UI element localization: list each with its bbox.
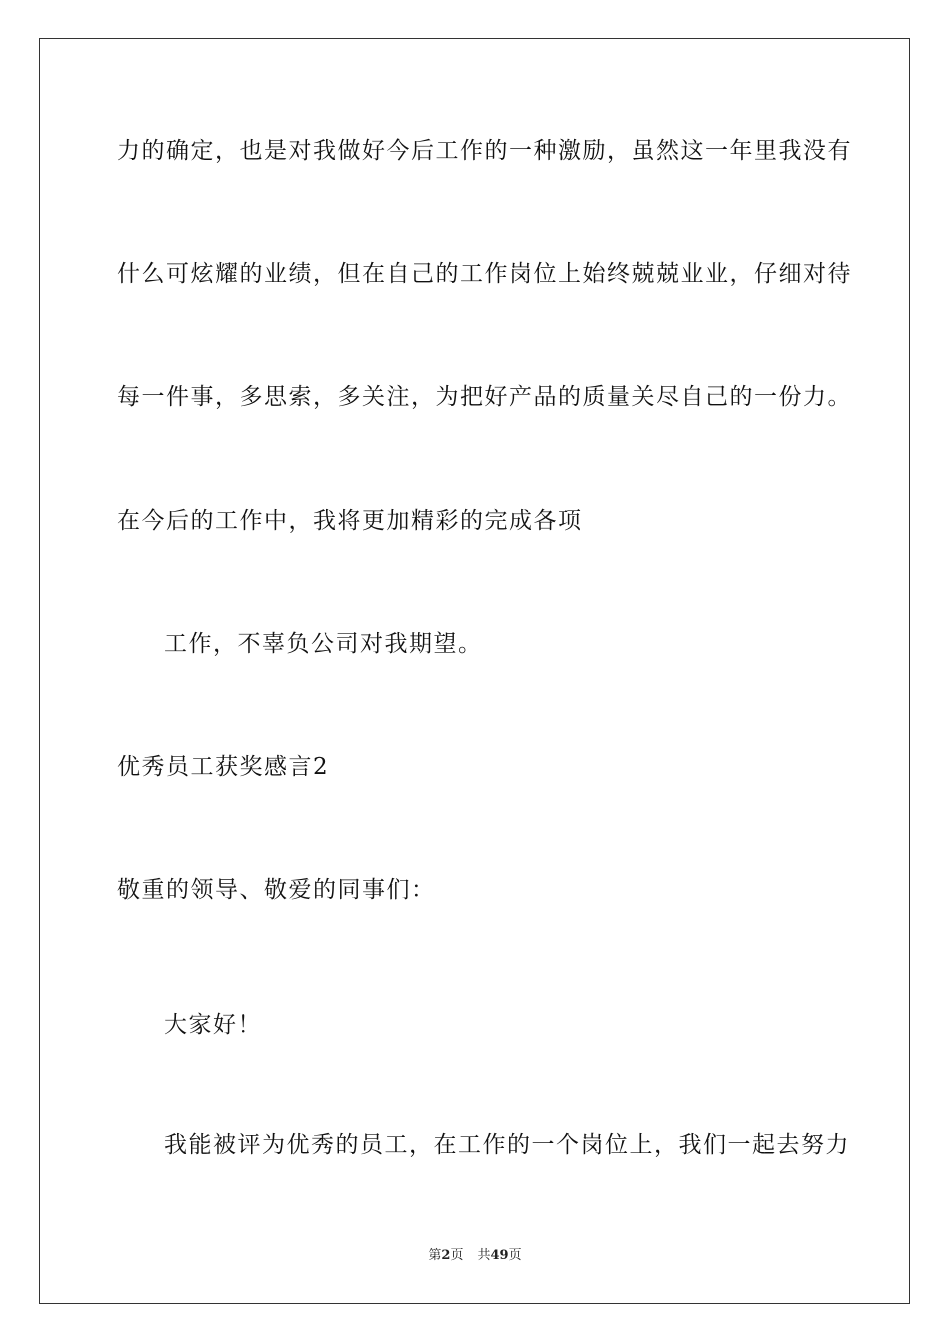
body-line-4: 在今后的工作中，我将更加精彩的完成各项	[117, 508, 583, 534]
body-line-9: 我能被评为优秀的员工，在工作的一个岗位上，我们一起去努力	[164, 1132, 850, 1158]
section-heading: 优秀员工获奖感言2	[117, 754, 330, 780]
total-suffix: 页	[508, 1248, 522, 1263]
page-number: 2	[441, 1248, 451, 1263]
page-border	[39, 38, 910, 1304]
page-prefix: 第	[428, 1248, 442, 1263]
body-line-5: 工作，不辜负公司对我期望。	[164, 631, 483, 657]
greeting: 大家好！	[164, 1012, 262, 1038]
body-line-3: 每一件事，多思索，多关注，为把好产品的质量关尽自己的一份力。	[117, 384, 852, 410]
body-line-2: 什么可炫耀的业绩，但在自己的工作岗位上始终兢兢业业，仔细对待	[117, 261, 852, 287]
page-footer	[0, 1247, 950, 1265]
page-suffix: 页	[450, 1248, 464, 1263]
salutation: 敬重的领导、敬爱的同事们：	[117, 877, 436, 903]
body-line-1: 力的确定，也是对我做好今后工作的一种激励，虽然这一年里我没有	[117, 138, 852, 164]
total-pages: 49	[490, 1248, 509, 1263]
total-prefix: 共	[477, 1248, 491, 1263]
